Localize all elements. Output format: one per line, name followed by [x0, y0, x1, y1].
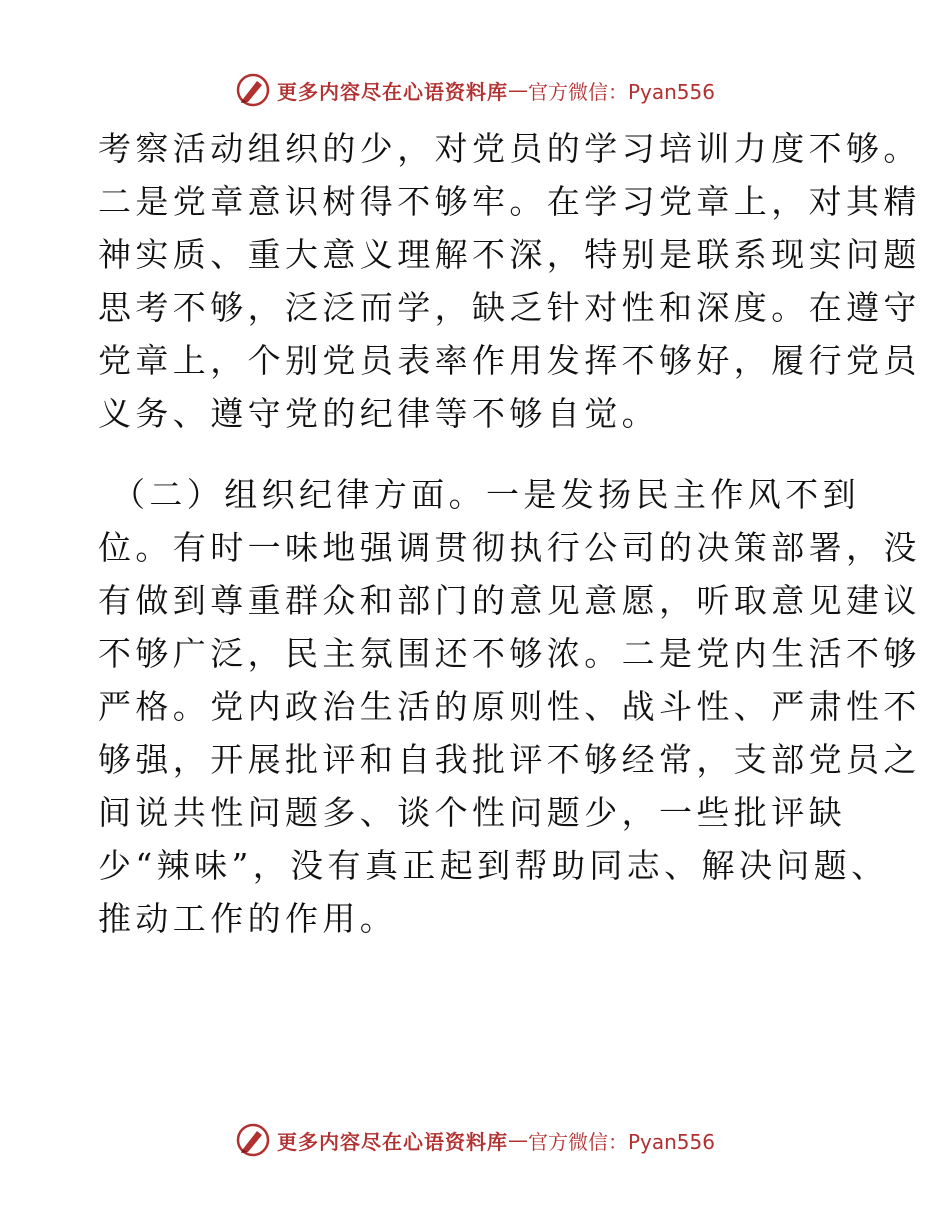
text-line: 位。有时一味地强调贯彻执行公司的决策部署，没 — [98, 528, 921, 567]
text-line: 推动工作的作用。 — [98, 899, 398, 938]
text-line: 不够广泛，民主氛围还不够浓。二是党内生活不够 — [98, 634, 921, 673]
watermark-separator: — — [507, 1128, 528, 1152]
section-heading-line: （二）组织纪律方面。一是发扬民主作风不到 — [112, 475, 860, 514]
watermark-wechat: 官方微信：Pyan556 — [527, 79, 715, 104]
text-line: 二是党章意识树得不够牢。在学习党章上，对其精 — [98, 182, 921, 221]
text-line: 思考不够，泛泛而学，缺乏针对性和深度。在遵守 — [98, 288, 921, 327]
text-line: 够强，开展批评和自我批评不够经常，支部党员之 — [98, 740, 921, 779]
text-line: 严格。党内政治生活的原则性、战斗性、严肃性不 — [98, 687, 921, 726]
document-body — [98, 122, 921, 945]
paragraph-gap — [98, 440, 858, 468]
watermark-brand: 更多内容尽在心语资料库 — [276, 79, 508, 104]
footer-watermark — [0, 1120, 950, 1160]
watermark-wechat: 官方微信：Pyan556 — [527, 1129, 715, 1154]
text-line: 少“辣味”，没有真正起到帮助同志、解决问题、 — [98, 846, 889, 885]
header-watermark — [0, 70, 950, 110]
paragraph-2 — [98, 468, 921, 945]
paragraph-1 — [98, 122, 921, 440]
text-line: 考察活动组织的少，对党员的学习培训力度不够。 — [98, 129, 921, 168]
pen-logo-icon — [235, 1122, 271, 1158]
text-line: 义务、遵守党的纪律等不够自觉。 — [98, 394, 659, 433]
watermark-separator: — — [507, 78, 528, 102]
text-line: 党章上，个别党员表率作用发挥不够好，履行党员 — [98, 341, 921, 380]
pen-logo-icon — [235, 72, 271, 108]
text-line: 神实质、重大意义理解不深，特别是联系现实问题 — [98, 235, 921, 274]
text-line: 有做到尊重群众和部门的意见意愿，听取意见建议 — [98, 581, 921, 620]
text-line: 间说共性问题多、谈个性问题少，一些批评缺 — [98, 793, 846, 832]
watermark-brand: 更多内容尽在心语资料库 — [276, 1129, 508, 1154]
